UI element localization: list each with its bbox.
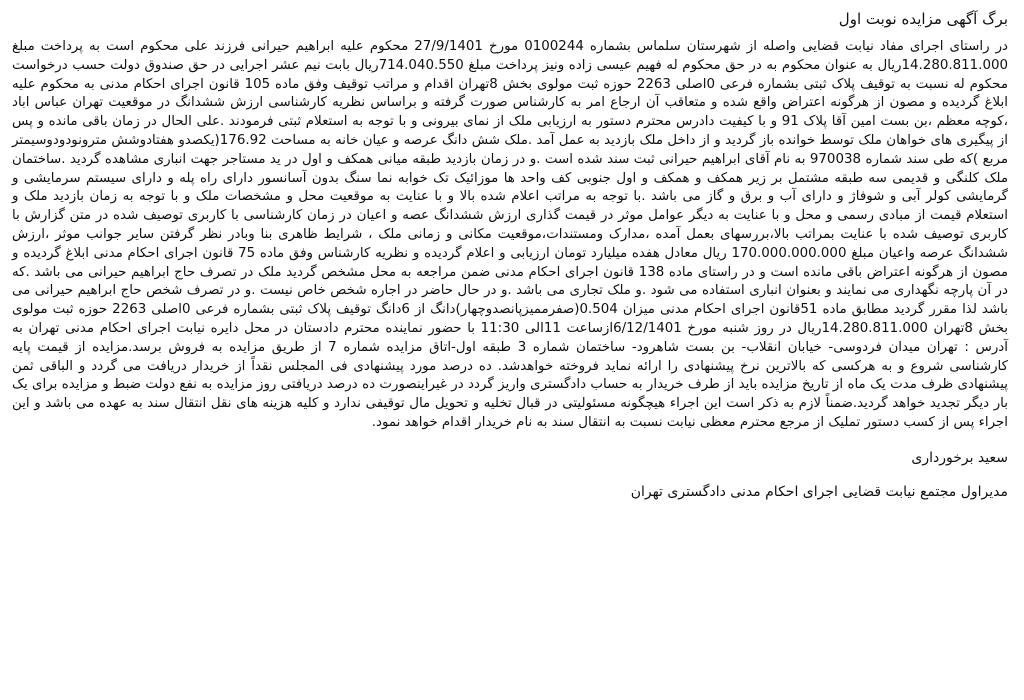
signatory-name: سعید برخورداری — [911, 449, 1008, 466]
notice-title: برگ آگهی مزایده نوبت اول — [838, 10, 1008, 28]
notice-body: در راستای اجرای مفاد نیابت قضایی واصله از شهرستان سلماس بشماره 0100244 مورخ 27/9/1401 محکوم علیه ابراهیم حیرانی فرزند علی محکوم است به پرداخت مبلغ 14.280.811.000ریال به عنوان محکوم به در حق محکوم له فهیم عیسی زاده ونیز پرداخت مبلغ 714.040.550ریال بابت نیم عشر اجرایی در حق صندوق دولت حسب درخواست محکوم له نسبت به توقیف پلاک ثبتی بشماره فرعی 0اصلی 2263 حوزه ثبت مولوی بخش 8تهران اقدام و مراتب توقیف وفق ماده 105 قانون اجرای احکام مدنی به محکوم علیه ابلاغ گردیده و مصون از هرگونه اعتراض واقع شده و متعاقب آن ارجاع امر به کارشناس صورت گرفته و براساس نظریه کارشناسی ارزش ششدانگ در موقعیت تهران عباس اباد ،کوچه معظم ،بن بست امین آقا پلاک 91 و با کیفیت دادرس محترم دستور به ارزیابی ملک از نمای بیرونی و با توجه به استعلام ثبتی فرمودند .علی الحال در زمان باقی مانده و پس از پیگیری های خواهان ملک توسط خوانده باز گردید و از داخل ملک بازدید به عمل آمد .ملک شش دانگ عرصه و عیان خانه به مساحت 176.92(یکصدو هفتادوشش مترونودودوسیمتر مربع )که طی سند شماره 970038 به نام آقای ابراهیم حیرانی ثبت سند شده است .و در زمان بازدید طبقه میانی همکف و اول در ید مستاجر جهت انباری مشاهده گردید .ساختمان ملک کلنگی و قدیمی سه طبقه مشتمل بر زیر همکف و همکف و اول جنوبی کف واحد ها موزائیک تک خوابه نما سنگ بدون آسانسور دارای راه پله و دارای سیستم سرمایشی و گرمایشی کولر آبی و شوفاژ و دارای آب و برق و گاز می باشد .با توجه به مراتب اعلام شده بالا و با عنایت به موقعیت محل و مشخصات ملک و با توجه به زمان بازدید ملک و استعلام قیمت از مبادی رسمی و محل و با عنایت به دیگر عوامل موثر در قیمت گذاری ارزش ششدانگ عصه و اعیان در زمان کارشناسی با کاربری توصیف شده در متن گزارش با کاربری توصیف شده با عنایت بمراتب بالا،بررسهای بعمل آمده ،مدارک ومستندات،موقعیت مکانی و زمانی ملک ، شرایط ظاهری بنا وبادر نظر گرفتن سایر جوانب موثر ،ارزش ششدانگ عرصه واعیان مبلغ 170.000.000.000 ریال معادل هفده میلیارد تومان ارزیابی و اعلام گردیده و نظریه کارشناس وفق ماده 75 قانون اجرای احکام مدنی ابلاغ گردیده و مصون از هرگونه اعتراض باقی مانده است و در راستای ماده 138 قانون اجرای احکام مدنی ضمن مراجعه به محل مشخص گردید ملک در تصرف حاج ابراهیم حیرانی می باشد .که در آن پارچه نگهداری می نمایند و بعنوان انباری استفاده می شود .و ملک تجاری می باشد .و در حال حاضر در اجاره شخص خاص نیست .و در تصرف شخص حاج ابراهیم حیرانی می باشد لذا مقرر گردید مطابق ماده 51قانون اجرای احکام مدنی میزان 0.504(صفرممیزپانصدوچهار)دانگ از 6دانگ توقیف پلاک ثبتی بشماره فرعی 0اصلی 2263 حوزه ثبت مولوی بخش 8تهران 14.280.811.000ریال در روز شنبه مورخ 6/12/1401ازساعت 11الی 11:30 با حضور نماینده محترم دادستان در محل دایره نیابت اجرای احکام مدنی تهران به آدرس : تهران میدان فردوسی- خیابان انقلاب- بن بست شاهرود- ساختمان شماره 3 طبقه اول-اتاق مزایده شماره 7 از طریق مزایده به فروش برسد.مزایده از قیمت پایه کارشناسی شروع و به هرکسی که بالاترین نرخ پیشنهادی را ارائه نماید فروخته خواهدشد. ده درصد مورد پیشنهادی فی المجلس نقداً از خریدار دریافت می گردد و الباقی ثمن پیشنهادی ظرف مدت یک ماه از تاریخ مزایده باید از طرف خریدار به حساب دادگستری واریز گردد در غیراینصورت ده درصد دریافتی روز مزایده به نفع دولت ضبط و مزایده برای یک بار دیگر تجدید خواهد گردید.ضمناً لازم به ذکر است این اجراء هیچگونه مسئولیتی در قبال تخلیه و تحویل مال توقیفی ندارد و کلیه هزینه های نقل انتقال سند به عهده می باشد و این اجراء پس از کسب دستور تملیک از مرجع محترم معظی نیابت نسبت به انتقال سند به نام خریدار اقدام خواهد نمود. — [12, 39, 1009, 430]
signatory-organization: مدیراول مجتمع نیابت قضایی اجرای احکام مدنی دادگستری تهران — [630, 483, 1008, 500]
